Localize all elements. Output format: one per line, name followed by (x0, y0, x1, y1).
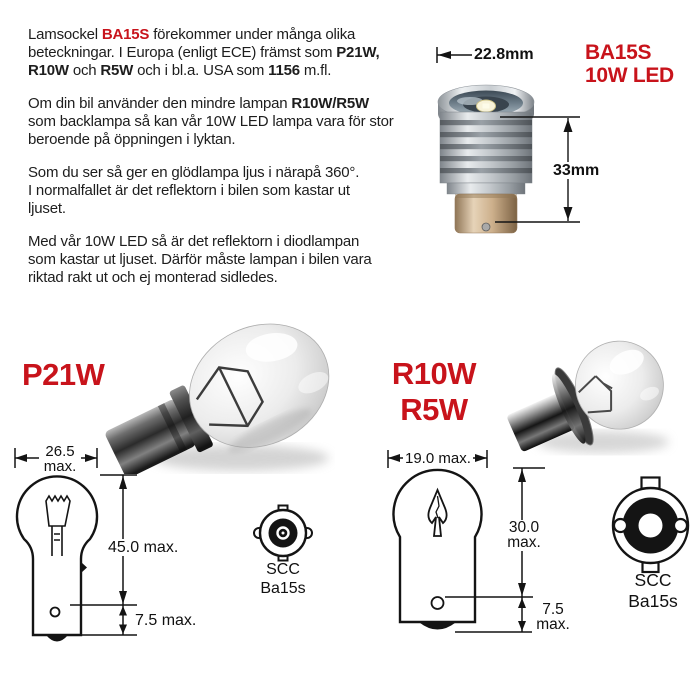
exhaust-hole (51, 608, 60, 617)
intro-paragraph-4: Med vår 10W LED så är det reflektorn i diodlampan som kastar ut ljuset. Därför måste lampan i bilen vara riktad rakt ut och ej monterad sidledes. (28, 233, 372, 286)
bayonet-pin-right (674, 519, 687, 532)
base-contact (47, 635, 67, 641)
r10w-base-value: 7.5 (542, 601, 564, 618)
intro-paragraph-2: Om din bil använder den mindre lampan R10W/R5W som backlampa så kan vår 10W LED lampa vara för stor beroende på öppningen i lyktan. (28, 95, 394, 148)
r10w-height-unit: max. (507, 533, 541, 551)
r10w-height-label (502, 520, 546, 551)
led-title-line1: BA15S (585, 41, 652, 64)
socket-type-ba15s: Ba15s (260, 580, 306, 597)
r10w-base-label (532, 602, 574, 633)
base-contact-pin (482, 223, 490, 231)
intro-paragraph-3: Som du ser så ger en glödlampa ljus i närapå 360°. I normalfallet är det reflektorn i bilen som kastar ut ljuset. (28, 164, 360, 217)
p21w-bulb-outline (17, 476, 97, 640)
p21w-heading: P21W (22, 357, 105, 392)
bayonet-pin (81, 562, 87, 573)
exhaust-hole (432, 597, 444, 609)
socket-type-ba15s: Ba15s (628, 591, 678, 611)
led-title-line2: 10W LED (585, 64, 674, 87)
intro-paragraph-1: Lamsockel BA15S förekommer under många olika beteckningar. I Europa (enligt ECE) främst som P21W, R10W och R5W och i bl.a. USA som 1156 m.fl. (28, 26, 380, 79)
socket-type-scc: SCC (266, 561, 300, 578)
p21w-socket-caption (251, 560, 315, 598)
r10w-height-value: 30.0 (508, 519, 540, 536)
bayonet-pin-left (614, 519, 627, 532)
r10w-heading-line2: R5W (400, 392, 468, 427)
p21w-width-unit: max. (43, 457, 77, 475)
r10w-width-label: 19.0 max. (405, 450, 471, 467)
r10w-heading-line1: R10W (391, 356, 477, 391)
r10w-bulb-outline (394, 470, 482, 629)
led-lamp-body (438, 85, 534, 233)
p21w-width-value: 26.5 (45, 443, 75, 460)
r10w-base-unit: max. (536, 615, 570, 633)
led-height-dimension-label: 33mm (553, 162, 600, 179)
ba15s-socket-diagram-r10w (605, 472, 700, 577)
led-product-title (585, 41, 674, 87)
intro-text (28, 26, 448, 302)
led-width-dimension-label: 22.8mm (474, 46, 534, 63)
r10w-socket-caption (613, 570, 693, 612)
ba15s-socket-diagram-p21w (248, 498, 318, 568)
p21w-height-label: 45.0 max. (108, 539, 179, 556)
base-contact (420, 622, 455, 629)
socket-type-scc: SCC (634, 570, 672, 590)
p21w-width-label (39, 444, 81, 475)
p21w-base-label: 7.5 max. (135, 612, 197, 629)
r10w-heading (386, 356, 482, 428)
